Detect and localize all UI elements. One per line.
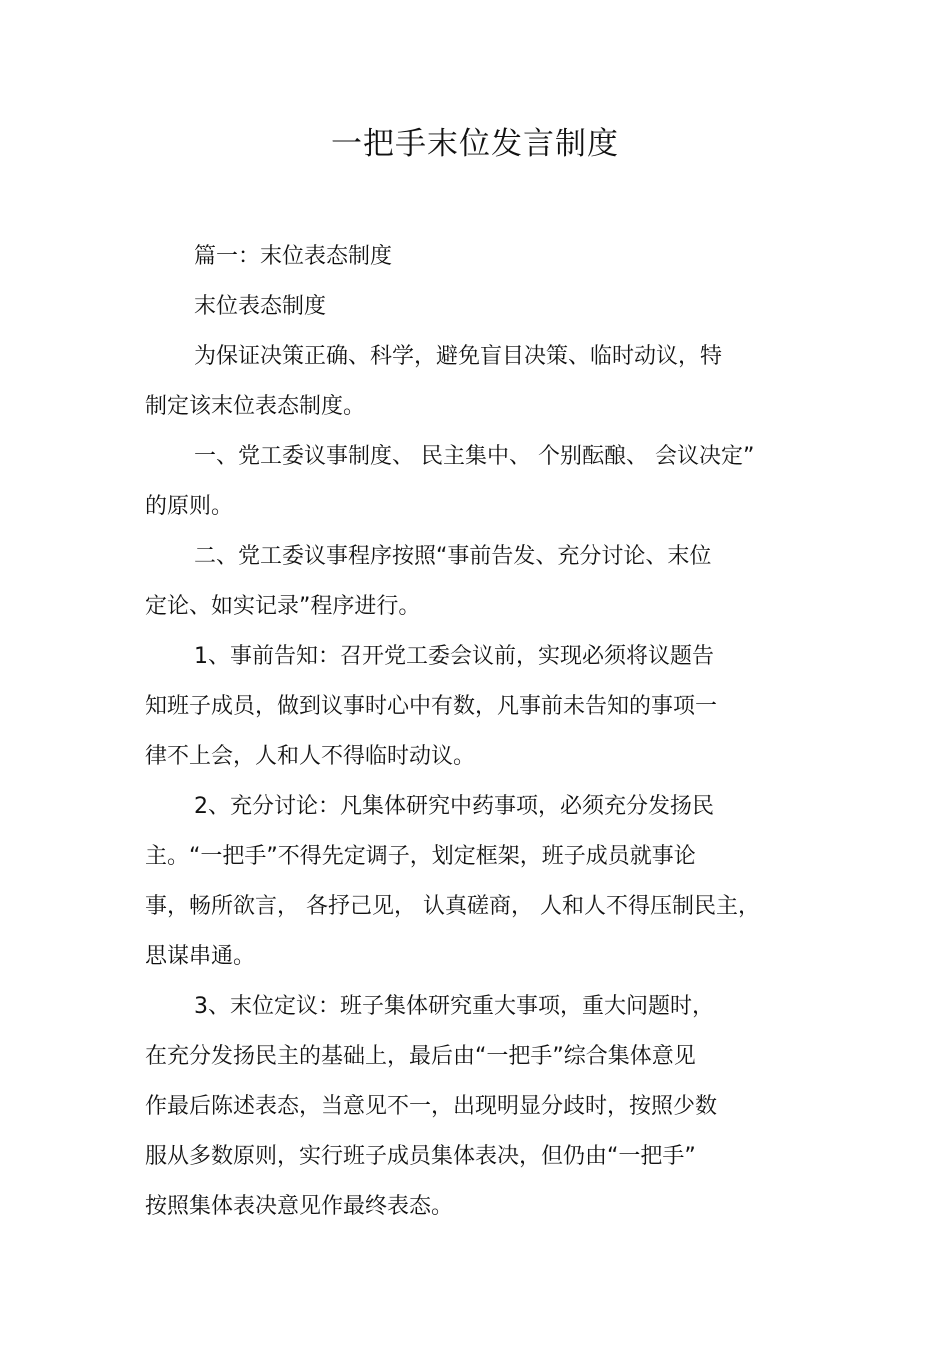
- paragraph-line: 在充分发扬民主的基础上，最后由“一把手”综合集体意见: [145, 1044, 696, 1069]
- paragraph-line: 为保证决策正确、科学，避免盲目决策、临时动议，特: [194, 344, 723, 369]
- paragraph-line: 作最后陈述表态，当意见不一，出现明显分歧时，按照少数: [145, 1094, 718, 1119]
- paragraph-line: 的原则。: [145, 494, 234, 519]
- paragraph-line: 2、充分讨论：凡集体研究中药事项，必须充分发扬民: [194, 794, 714, 819]
- paragraph-line: 1、事前告知：召开党工委会议前，实现必须将议题告: [194, 644, 714, 669]
- paragraph-line: 服从多数原则，实行班子成员集体表决，但仍由“一把手”: [145, 1144, 696, 1169]
- paragraph-line: 一、党工委议事制度、 民主集中、 个别酝酿、 会议决定”: [194, 444, 755, 469]
- paragraph-line: 律不上会，人和人不得临时动议。: [145, 744, 476, 769]
- paragraph-line: 事，畅所欲言， 各抒己见， 认真磋商， 人和人不得压制民主，: [145, 894, 760, 919]
- section-heading: 篇一：末位表态制度: [194, 244, 393, 269]
- paragraph-line: 思谋串通。: [145, 944, 256, 969]
- paragraph-line: 按照集体表决意见作最终表态。: [145, 1194, 454, 1219]
- paragraph-line: 二、党工委议事程序按照“事前告发、充分讨论、末位: [194, 544, 712, 569]
- subsection-heading: 末位表态制度: [194, 294, 327, 319]
- paragraph-line: 主。“一把手”不得先定调子，划定框架，班子成员就事论: [145, 844, 696, 869]
- paragraph-line: 制定该末位表态制度。: [145, 394, 366, 419]
- paragraph-line: 定论、如实记录”程序进行。: [145, 594, 421, 619]
- paragraph-line: 知班子成员，做到议事时心中有数，凡事前未告知的事项一: [145, 694, 718, 719]
- document-title: 一把手末位发言制度: [331, 126, 619, 162]
- paragraph-line: 3、末位定议：班子集体研究重大事项，重大问题时，: [194, 994, 714, 1019]
